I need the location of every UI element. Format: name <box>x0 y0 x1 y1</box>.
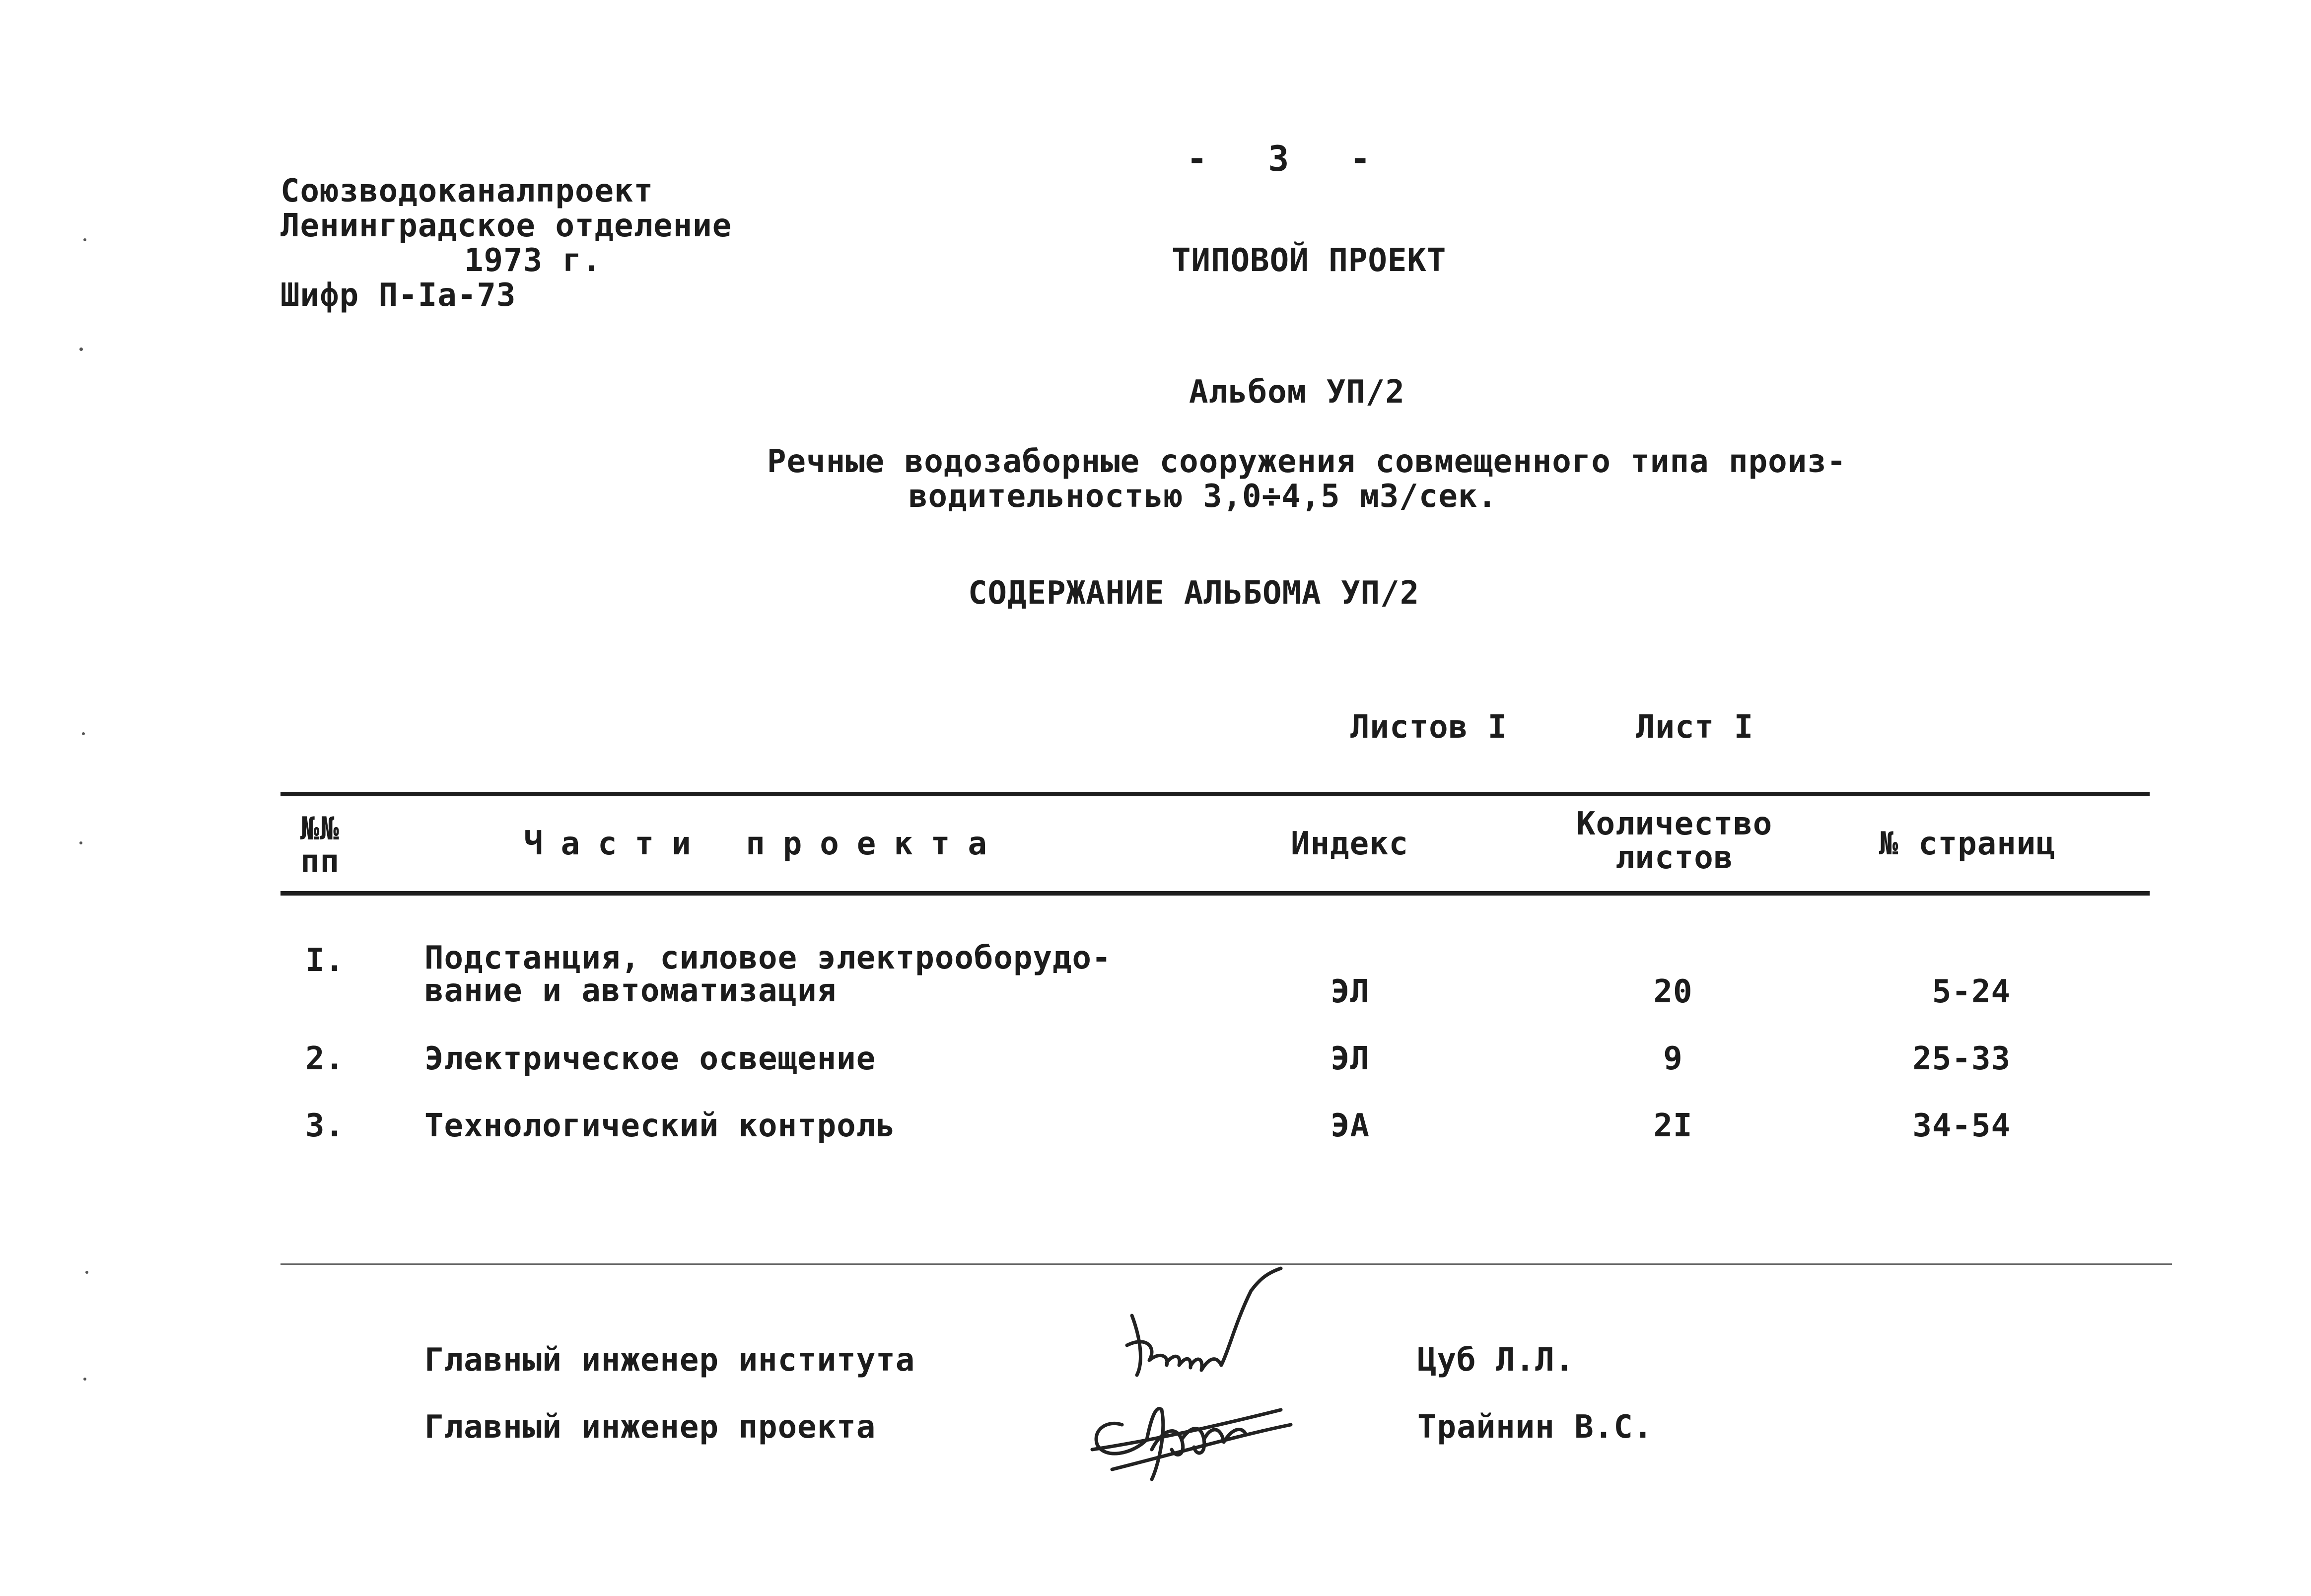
handwritten-signature-icon <box>1033 1261 1311 1509</box>
column-header-index: Индекс <box>1291 826 1409 862</box>
scan-speck <box>79 841 82 844</box>
column-header-count <box>1576 807 1772 874</box>
column-header-number-line-2: пп <box>300 843 340 880</box>
row-3-pages: 34-54 <box>1912 1108 2011 1144</box>
column-header-count-line-1: Количество <box>1576 806 1773 842</box>
scan-speck <box>85 1271 88 1274</box>
column-header-number <box>300 811 340 880</box>
row-3-count: 2I <box>1653 1108 1693 1144</box>
row-1-pages: 5-24 <box>1932 973 2011 1010</box>
scan-speck <box>82 732 85 735</box>
signature-role-1: Главный инженер института <box>424 1342 915 1379</box>
row-1-name-line-2: вание и автоматизация <box>424 972 837 1009</box>
signature-role-2: Главный инженер проекта <box>424 1409 876 1446</box>
column-header-parts: Части проекта <box>524 826 1005 862</box>
row-1-number: I. <box>305 942 345 979</box>
scan-speck <box>83 1378 86 1381</box>
table-header-rule <box>280 891 2150 896</box>
row-3-name <box>424 1108 896 1144</box>
row-3-name-line-1: Технологический контроль <box>424 1108 896 1144</box>
row-2-number: 2. <box>305 1041 345 1077</box>
project-type: ТИПОВОЙ ПРОЕКТ <box>1172 242 1447 279</box>
org-year: 1973 г. <box>464 242 602 279</box>
contents-title: СОДЕРЖАНИЕ АЛЬБОМА УП/2 <box>968 575 1420 612</box>
table-top-rule <box>280 792 2150 796</box>
signature-name-2: Трайнин В.С. <box>1417 1409 1653 1446</box>
signature-name-1: Цуб Л.Л. <box>1417 1342 1575 1379</box>
project-code: Шифр П-Iа-73 <box>280 277 516 314</box>
description-line-2: водительностью 3,0÷4,5 м3/сек. <box>909 478 1497 515</box>
row-3-number: 3. <box>305 1108 345 1144</box>
column-header-pages: № страниц <box>1879 826 2056 862</box>
org-branch: Ленинградское отделение <box>280 208 732 244</box>
row-2-count: 9 <box>1663 1041 1683 1077</box>
column-header-count-line-2: листов <box>1615 839 1734 876</box>
org-name: Союзводоканалпроект <box>280 173 654 209</box>
row-3-index: ЭА <box>1331 1108 1370 1144</box>
row-1-index: ЭЛ <box>1331 973 1370 1010</box>
scan-speck <box>83 238 86 241</box>
sheets-total: Листов I <box>1350 709 1508 746</box>
row-2-pages: 25-33 <box>1912 1041 2011 1077</box>
sheet-current: Лист I <box>1636 709 1754 746</box>
page-number: - 3 - <box>1187 139 1391 179</box>
column-header-number-line-1: №№ <box>300 811 340 847</box>
row-2-name-line-1: Электрическое освещение <box>424 1041 876 1077</box>
project-description <box>767 444 1846 514</box>
scan-speck <box>79 347 83 351</box>
organization-block <box>280 174 732 313</box>
album-title: Альбом УП/2 <box>1189 374 1405 411</box>
row-1-count: 20 <box>1653 973 1693 1010</box>
row-1-name-line-1: Подстанция, силовое электрооборудо- <box>424 940 1112 976</box>
row-2-index: ЭЛ <box>1331 1041 1370 1077</box>
row-2-name <box>424 1041 876 1077</box>
description-line-1: Речные водозаборные сооружения совмещенного типа произ- <box>767 443 1847 480</box>
row-1-name <box>424 940 1112 1009</box>
